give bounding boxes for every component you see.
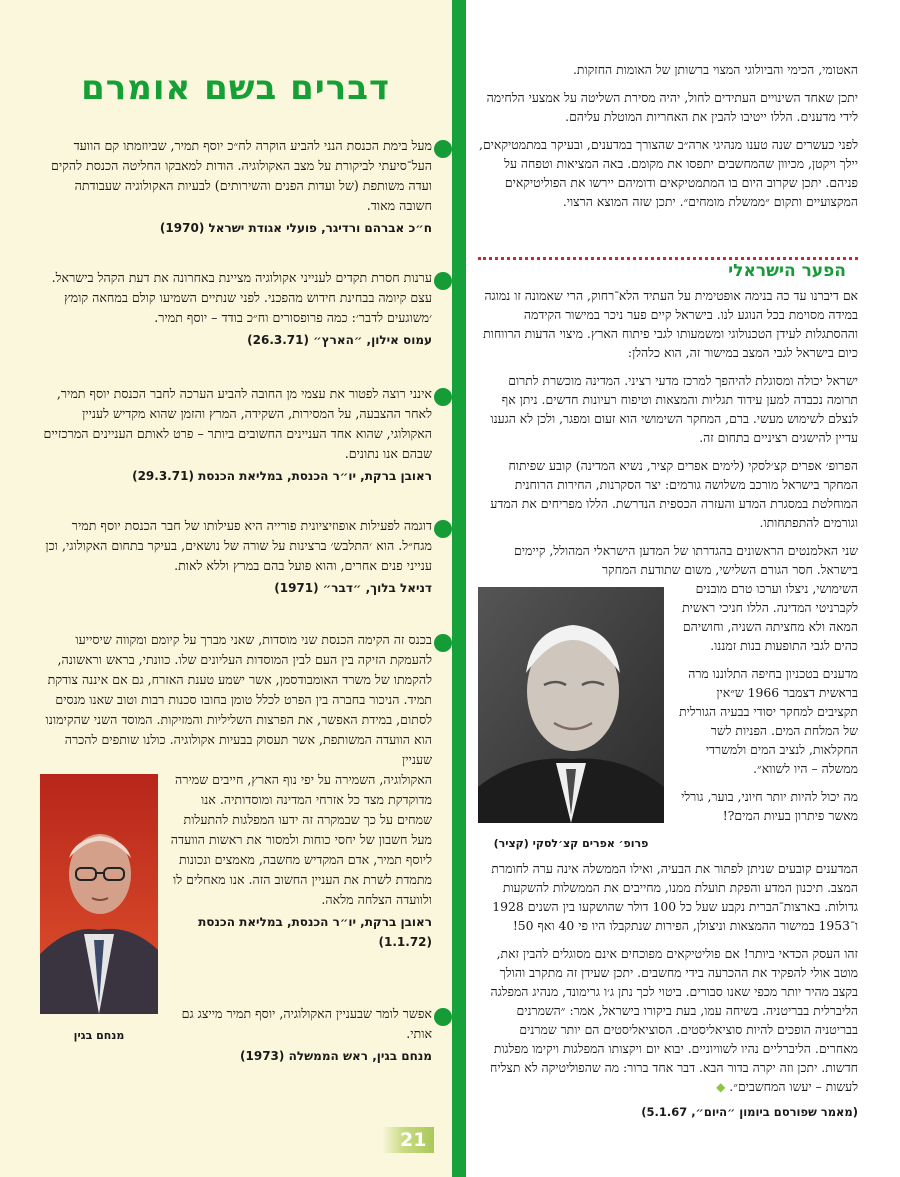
section-title: דברים בשם אומרם — [81, 68, 390, 108]
quote-item — [40, 136, 432, 238]
quote-text: מעל בימת הכנסת הנני להביע הוקרה לח״כ יוסף תמיר, שביוזמתו קם הוועד העל־סיעתי לביקורת על מצב האקולוגיה. הודות למאבקו החליטה הכנסת להקים ועדה משותפת (של ועדות הפנים והשירותים) לבעיות האקולוגיה שעבודתה חשובה מאוד. — [51, 138, 432, 213]
paragraph: מה יכול להיות יותר חיוני, בוער, גורלי מאשר פיתרון בעיות המים?! — [681, 789, 858, 823]
paragraph: אם דיברנו עד כה בנימה אופטימית על העתיד הלא־רחוק, הרי שאמונה זו נמוגה במידה מסוימת בכל הנוגע לנו. בישראל קיים פער ניכר במישור הקידמה וההסתגלות לעידן הטכנולוגי ומשמעותו לגבי פיתוח הארץ. מיצוי הדעות הרווחות כיום בישראל לגבי המצב במישור זה, הוא כלהלן: — [483, 288, 858, 360]
quote-item — [162, 1004, 432, 1066]
quote-item — [40, 384, 432, 486]
quote-text: בכנס זה הקימה הכנסת שני מוסדות, שאני מברך על קיומם ומקווה שיסייעו להעמקת הזיקה בין העם לבין המוסדות העליונים שלו. כוונתי, בראש וראשונה, להקמתו של משרד האומבודסמן, אשר ישמע טענת האזרח, גם אם איננה צודקת תמיד. הניכור בחברה בין הפרט לכלל טומן בחובו סכנות רבות וטוב שאנו מנסים לסתום, במידת האפשר, את הפרצות השליליות והמזיקות. המוסד השני שהקימונו הוא הוועדה המשותפת, אשר תעסוק בבעיות אקולוגיה. כולנו שותפים להכרה שעניין — [45, 632, 432, 767]
quote-text: ערנות חסרת תקדים לענייני אקולוגיה מציינת באחרונה את דעת הקהל בישראל. עצם קיומה בבחינת חידוש מהפכני. לפני שנתיים השמיעו קולם במחאה קומץ ׳משוגעים לדבר׳: כמה פרופסורים וח״כ בודד – יוסף תמיר. — [51, 270, 432, 325]
quote-attribution: ראובן ברקת, יו״ר הכנסת, במליאת הכנסת (29.3.71) — [132, 469, 432, 483]
article-column — [478, 0, 858, 1177]
bullet-dot-icon — [434, 1008, 452, 1026]
quote-text: אפשר לומר שבעניין האקולוגיה, יוסף תמיר מייצג גם אותי. — [181, 1006, 432, 1041]
article-intro — [478, 60, 858, 220]
katchalski-photo-block — [478, 587, 664, 853]
paragraph — [478, 944, 858, 1097]
article-body — [478, 286, 858, 1122]
dotted-divider — [478, 257, 858, 260]
quote-attribution: מנחם בגין, ראש הממשלה (1973) — [240, 1049, 432, 1063]
paragraph: מדענים בטכניון בחיפה התלוננו מרה בראשית דצמבר 1966 ש״אין תקציבים למחקר יסודי בבעיה הגורלית של המלחת המים. הפניות לשר החקלאות, לנציב המים ולמשרדי ממשלה – היו לשווא״. — [679, 666, 858, 776]
quote-attribution: ח״כ אברהם ורדיגר, פועלי אגודת ישראל (1970) — [159, 221, 432, 235]
bullet-dot-icon — [434, 272, 452, 290]
begin-photo-block — [40, 774, 158, 1042]
quote-attribution: עמוס אילון, ״הארץ״ (26.3.71) — [247, 333, 432, 347]
paragraph: האטומי, הכימי והביולוגי המצוי ברשותן של האומות החזקות. — [572, 62, 858, 77]
begin-portrait-photo — [40, 774, 158, 1014]
katchalski-portrait-photo — [478, 587, 664, 823]
photo-caption: מנחם בגין — [73, 1029, 125, 1042]
article-source: (מאמר שפורסם ביומון ״היום״, 5.1.67) — [641, 1105, 858, 1119]
paragraph: ישראל יכולה ומסוגלת להיהפך למרכז מדעי רציני. המדינה מוכשרת לתרום תרומה נכבדה למען עידוד תגליות והמצאות וטיפוח רעיונות חדשים. ניתן אף לנצלם לשימוש מעשי. ברם, המחקר השימושי הוא זעום ומפגר, ולכן לא הגענו עדיין להישגים רציניים בתחום זה. — [490, 373, 858, 445]
photo-caption: פרופ׳ אפרים קצ׳לסקי (קציר) — [493, 837, 649, 850]
paragraph: הפרופ׳ אפרים קצ׳לסקי (לימים אפרים קציר, נשיא המדינה) קובע שפיתוח המחקר בישראל מורכב משלושה גורמים: יצר הסקרנות, החירות הרוחנית המוחלטת במסגרת המדע והעזרה הכספית הנדרשת. הללו מפריחים את המדע וגורמים להתפתחותו. — [490, 458, 858, 530]
paragraph: יתכן שאחד השינויים העתידים לחול, יהיה מסירת השליטה על אמצעי הלחימה לידי מדענים. הללו ייטיבו להבין את האחריות המוטלת עליהם. — [486, 90, 858, 124]
green-separator-bar — [452, 0, 466, 1177]
paragraph: שני האלמנטים הראשונים בהגדרתו של המדען הישראלי המהולל, קיימים בישראל. חסר הגורם השלישי, משום שתודעת המחקר — [514, 543, 858, 577]
subsection-title: הפער הישראלי — [728, 261, 846, 281]
quote-attribution: ראובן ברקת, יו״ר הכנסת, במליאת הכנסת (1.1.72) — [198, 915, 432, 949]
bullet-dot-icon — [434, 140, 452, 158]
quotes-list — [40, 0, 432, 1177]
end-diamond-icon: ◆ — [716, 1080, 726, 1094]
paragraph: לפני כעשרים שנה טענו מנהיגי ארה״ב שהצורך במדענים, ובעיקר במתמטיקאים, יילך ויקטן, מכיוון שהמחשבים יתפסו את מקומם. באה המציאות וטפחה על פניהם. יתכן שקרוב היום בו המתמטיקאים ודומיהם יירשו את הפוליטיקאים המקצועיים ותקום ״ממשלת מומחים״. יתכן שזה המוצא הרצוי. — [479, 137, 858, 209]
quote-attribution: דניאל בלוך, ״דבר״ (1971) — [274, 581, 432, 595]
quote-item — [40, 268, 432, 350]
paragraph-text: זהו העסק הכדאי ביותר! אם פוליטיקאים מפוכחים אינם מסוגלים להבין זאת, מוטב אולי להפקיד את ההכרעה בידי מחשבים. יתכן שעידן זה מתקרב והולך בקצב מהיר יותר מכפי שאנו סבורים. ביטוי לכך נתן ג׳ו גרימונד, מנהיג המפלגה הליברלית בבריטניה. בשיחה עמו, בעת ביקורו בישראל, אמר: ״השמרנים בבריטניה הופכים להיות סוציאליסטים. הסוציאליסטים הם יותר שמרנים מאחרים. הליברליים נהיו לשוויוניים. יבוא יום ויקצותו המפלגות ויקימו מפלגות חדשות. יתכן וזה יקרה בדור הבא. דבר אחד ברור: מה שהפוליטיקה לא תצליח לעשות – יעשו המחשבים״. — [490, 946, 858, 1094]
bullet-dot-icon — [434, 520, 452, 538]
quote-text: דוגמה לפעילות אופוזיציונית פורייה היא פעילותו של חבר הכנסת יוסף תמיר מגח״ל. הוא ׳התלבש׳ ברצינות על שורה של נושאים, בעיקר בתחום האקולוגי, וכן ענייני פנים אחרים, והוא פועל בהם במרץ וללא לאות. — [45, 518, 432, 573]
paragraph: המדענים קובעים שניתן לפתור את הבעיה, ואילו הממשלה אינה ערה לחומרת המצב. תיכנון המדע והפקת תועלת ממנו, מחייבים את הממשלות להשקעות גדולות. בארצות־הברית נקבע שעל כל 100 דולר שהושקעו בין השנים 1928 ו־1953 במישור ההמצאות וניצולן, הפירות שנתקבלו היו פי 40 ואף 50! — [491, 861, 858, 933]
quote-text-continued: האקולוגיה, השמירה על יפי נוף הארץ, חייבים שמירה מדוקדקת מצד כל אזרחי המדינה ומוסדותיה. אנו שמחים על כך שבמקרה זה ידעו המפלגות להתעלות מעל חשבון של יחסי כוחות ולמסור את ראשות הוועדה ליוסף תמיר, אדם המקדיש מחשבה, מאמצים ונכונות מתמדת לשרת את העניין החשוב הזה. אנו מאחלים לו ולוועדה הצלחה מלאה. — [170, 772, 432, 907]
bullet-dot-icon — [434, 388, 452, 406]
paragraph: השימושי, ניצלו וערכו טרם מובנים לקברניטי המדינה. הללו חניכי ראשית המאה ולא מחציתה השניה, וחושיהם כהים לגבי התופעות בנות זמננו. — [682, 581, 858, 653]
quote-text: אינני רוצה לפטור את עצמי מן החובה להביע הערכה לחבר הכנסת יוסף תמיר, לאחר ההצבעה, על המסירות, השקידה, המרץ והזמן שהוא מקדיש לעניין האקולוגי, שהוא אחד העניינים החשובים ביותר – פרט לאותם העניינים המרכזיים שבהם אנו נתונים. — [43, 386, 432, 461]
quote-item — [40, 516, 432, 598]
bullet-dot-icon — [434, 634, 452, 652]
page-number: 21 — [382, 1127, 434, 1153]
